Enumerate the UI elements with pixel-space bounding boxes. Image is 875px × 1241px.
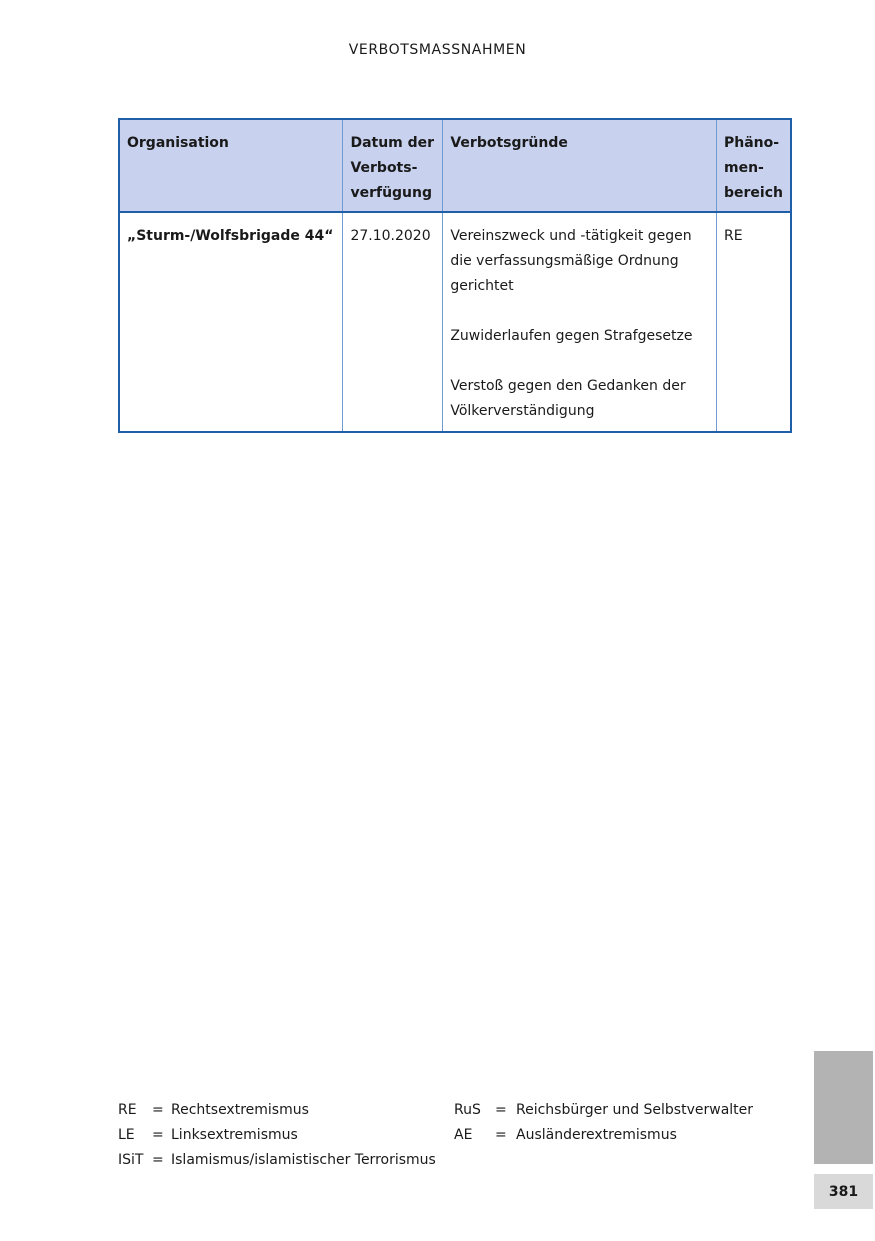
column-header-datum-line: Verbots-	[350, 160, 418, 176]
column-header-verbotsgruende: Verbotsgründe	[443, 119, 717, 212]
verbotsgrund: Vereinszweck und -tätigkeit gegen die verfassungsmäßige Ordnung gerichtet	[450, 228, 692, 294]
cell-organisation: „Sturm-/Wolfsbrigade 44“	[119, 212, 343, 432]
abbreviation-legend	[118, 1098, 798, 1173]
column-header-datum-line: verfügung	[350, 185, 433, 201]
legend-text: Ausländerextremismus	[516, 1127, 677, 1143]
legend-equals: =	[152, 1127, 164, 1143]
legend-row	[118, 1123, 798, 1148]
column-header-organisation: Organisation	[119, 119, 343, 212]
column-header-phaenomenbereich	[716, 119, 791, 212]
legend-abbr: ISiT	[118, 1152, 144, 1168]
column-header-datum	[343, 119, 443, 212]
legend-equals: =	[495, 1127, 507, 1143]
legend-row	[118, 1148, 798, 1173]
column-header-datum-line: Datum der	[350, 135, 435, 151]
legend-equals: =	[152, 1102, 164, 1118]
legend-abbr: AE	[454, 1127, 473, 1143]
legend-row	[118, 1098, 798, 1123]
column-header-bereich-line: men-	[723, 160, 764, 176]
cell-verbotsgruende	[443, 212, 717, 432]
verbotsgrund: Verstoß gegen den Gedanken der Völkerverständigung	[450, 378, 686, 419]
legend-abbr: RuS	[454, 1102, 481, 1118]
column-header-bereich-line: bereich	[723, 185, 783, 201]
running-title: VERBOTSMASSNAHMEN	[348, 42, 527, 58]
legend-text: Rechtsextremismus	[171, 1102, 309, 1118]
column-header-bereich-line: Phäno-	[723, 135, 780, 151]
table-row	[119, 212, 791, 432]
legend-abbr: RE	[118, 1102, 137, 1118]
legend-equals: =	[152, 1152, 164, 1168]
legend-equals: =	[495, 1102, 507, 1118]
cell-datum: 27.10.2020	[343, 212, 443, 432]
cell-phaenomenbereich: RE	[716, 212, 791, 432]
chapter-side-tab	[814, 1051, 873, 1164]
table-header-row	[119, 119, 791, 212]
verbotsmassnahmen-table	[118, 118, 792, 433]
legend-abbr: LE	[118, 1127, 135, 1143]
page-number: 381	[814, 1174, 873, 1209]
legend-text: Reichsbürger und Selbstverwalter	[516, 1102, 754, 1118]
legend-text: Islamismus/islamistischer Terrorismus	[171, 1152, 436, 1168]
verbotsgrund: Zuwiderlaufen gegen Strafgesetze	[450, 328, 693, 344]
legend-text: Linksextremismus	[171, 1127, 298, 1143]
